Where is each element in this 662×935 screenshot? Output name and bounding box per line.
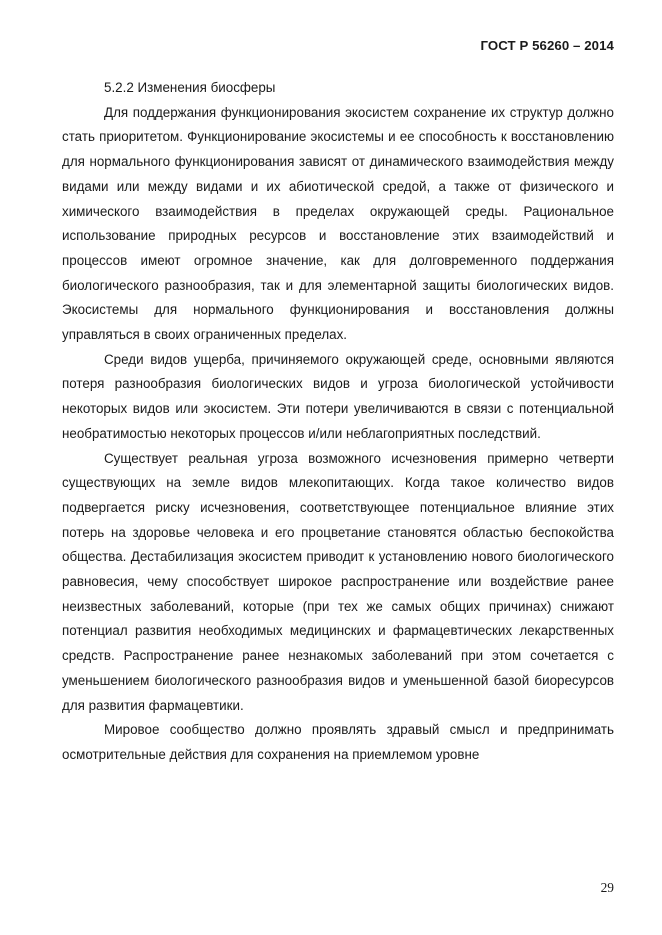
paragraph-world-community: Мировое сообщество должно проявлять здравый смысл и предпринимать осмотрительные действия для сохранения на приемлемом уровне: [62, 722, 614, 762]
document-header-standard-code: ГОСТ Р 56260 – 2014: [480, 38, 614, 53]
section-heading: 5.2.2 Изменения биосферы: [104, 80, 276, 95]
paragraph-ecosystem-structures: Для поддержания функционирования экосистем сохранение их структур должно стать приоритетом. Функционирование экосистемы и ее способность к восстановлению для нормального функционирования зависят от динамического взаимодействия между видами или между видами и их абиотической средой, а также от физического и химического взаимодействия в пределах окружающей среды. Рациональное использование природных ресурсов и восстановление этих взаимодействий и процессов имеют огромное значение, как для долговременного поддержания биологического разнообразия, так и для элементарной защиты биологических видов. Экосистемы для нормального функционирования и восстановления должны управляться в своих ограниченных пределах.: [62, 104, 614, 343]
paragraph-species-extinction: Существует реальная угроза возможного исчезновения примерно четверти существующих на земле видов млекопитающих. Когда такое количество видов подвергается риску исчезновения, соответствующее потенциальное влияние этих потерь на здоровье человека и его процветание становятся областью беспокойства общества. Дестабилизация экосистем приводит к установлению нового биологического равновесия, чему способствует широкое распространение или воздействие ранее неизвестных заболеваний, которые (при тех же самых общих причинах) снижают потенциал развития необходимых медицинских и фармацевтических лекарственных средств. Распространение ранее незнакомых заболеваний при этом сочетается с уменьшением биологического разнообразия видов и уменьшенной базой биоресурсов для развития фармацевтики.: [62, 450, 614, 713]
paragraph-environmental-damage: Среди видов ущерба, причиняемого окружающей среде, основными являются потеря разнообразия биологических видов и угроза биологической устойчивости некоторых видов или экосистем. Эти потери увеличиваются в связи с потенциальной необратимостью некоторых процессов и/или неблагоприятных последствий.: [62, 351, 614, 441]
document-body: [62, 76, 614, 768]
page-number: 29: [600, 880, 614, 895]
